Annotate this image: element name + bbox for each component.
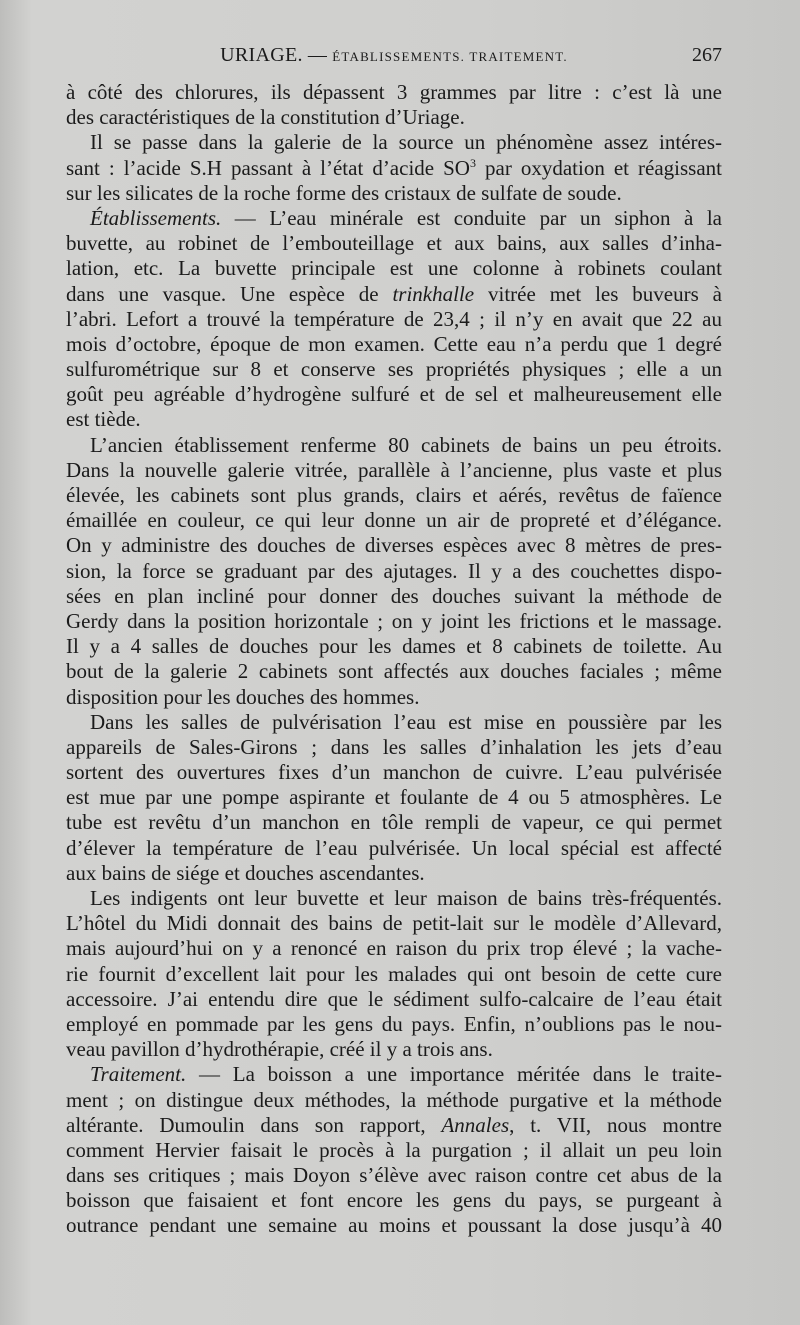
text-line bbox=[66, 407, 722, 432]
text-run: bout de la galerie 2 cabinets sont affectés aux douches faciales ; même bbox=[66, 659, 722, 684]
text-line bbox=[66, 307, 722, 332]
text-line bbox=[66, 710, 722, 735]
text-run: sortent des ouvertures fixes d’un manchon de cuivre. L’eau pulvérisée bbox=[66, 760, 722, 785]
text-line bbox=[66, 533, 722, 558]
text-run: à côté des chlorures, ils dépassent 3 grammes par litre : c’est là une bbox=[66, 80, 722, 104]
page-header bbox=[66, 44, 722, 74]
text-line bbox=[66, 1088, 722, 1113]
text-line bbox=[66, 609, 722, 634]
text-run: veau pavillon d’hydrothérapie, créé il y a trois ans. bbox=[66, 1037, 493, 1062]
text-line bbox=[66, 332, 722, 357]
text-line bbox=[66, 634, 722, 659]
text-run: L’ancien établissement renferme 80 cabinets de bains un peu étroits. bbox=[90, 432, 722, 457]
text-line bbox=[66, 458, 722, 483]
text-run: Il y a 4 salles de douches pour les dames et 8 cabinets de toilette. Au bbox=[66, 634, 722, 659]
text-line bbox=[66, 911, 722, 936]
text-line bbox=[66, 735, 722, 760]
text-run: accessoire. J’ai entendu dire que le sédiment sulfo-calcaire de l’eau était bbox=[66, 986, 722, 1011]
page-number: 267 bbox=[692, 44, 722, 66]
text-run: aux bains de siége et douches ascendantes. bbox=[66, 860, 425, 885]
text-line bbox=[66, 105, 722, 130]
text-line bbox=[66, 962, 722, 987]
text-run: comment Hervier faisait le procès à la purgation ; il allait un peu loin bbox=[66, 1137, 722, 1162]
text-run: outrance pendant une semaine au moins et poussant la dose jusqu’à 40 bbox=[66, 1213, 722, 1238]
text-run: Il se passe dans la galerie de la source un phénomène assez intéres- bbox=[90, 130, 722, 155]
text-run: par oxydation et réagissant bbox=[475, 155, 722, 180]
text-line bbox=[66, 1163, 722, 1188]
text-run: buvette, au robinet de l’embouteillage et aux bains, aux salles d’inha- bbox=[66, 231, 722, 256]
text-line bbox=[66, 1213, 722, 1238]
italic-text: Traitement. bbox=[90, 1062, 187, 1087]
text-run: appareils de Sales-Girons ; dans les salles d’inhalation les jets d’eau bbox=[66, 734, 722, 759]
text-line bbox=[66, 156, 722, 181]
text-run: vitrée met les buveurs à bbox=[474, 281, 722, 306]
text-line bbox=[66, 559, 722, 584]
text-line bbox=[66, 508, 722, 533]
italic-text: trinkhalle bbox=[392, 281, 475, 306]
text-run: On y administre des douches de diverses espèces avec 8 mètres de pres- bbox=[66, 533, 722, 558]
text-run: est tiède. bbox=[66, 407, 141, 432]
text-run: dans ses critiques ; mais Doyon s’élève avec raison contre cet abus de la bbox=[66, 1163, 722, 1188]
text-line bbox=[66, 382, 722, 407]
text-line bbox=[66, 810, 722, 835]
text-line bbox=[66, 1188, 722, 1213]
text-line bbox=[66, 886, 722, 911]
text-run: l’abri. Lefort a trouvé la température de 23,4 ; il n’y en avait que 22 au bbox=[66, 306, 722, 331]
text-run: Gerdy dans la position horizontale ; on y joint les frictions et le massage. bbox=[66, 608, 722, 633]
text-run: goût peu agréable d’hydrogène sulfuré et de sel et malheureusement elle bbox=[66, 382, 722, 407]
text-run: Dans les salles de pulvérisation l’eau est mise en poussière par les bbox=[90, 709, 722, 734]
text-run: rie fournit d’excellent lait pour les malades qui ont besoin de cette cure bbox=[66, 961, 722, 986]
text-line bbox=[66, 836, 722, 861]
text-run: ment ; on distingue deux méthodes, la méthode purgative et la méthode bbox=[66, 1087, 722, 1112]
text-run: mois d’octobre, époque de mon examen. Cette eau n’a perdu que 1 degré bbox=[66, 331, 722, 356]
text-run: boisson que faisaient et font encore les gens du pays, se purgeant à bbox=[66, 1188, 722, 1213]
text-run: altérante. Dumoulin dans son rapport, bbox=[66, 1112, 442, 1137]
text-run: des caractéristiques de la constitution d’Uriage. bbox=[66, 105, 465, 130]
text-line bbox=[66, 1012, 722, 1037]
italic-text: Annales bbox=[441, 1112, 510, 1137]
text-line bbox=[66, 130, 722, 155]
running-head-section: ÉTABLISSEMENTS. TRAITEMENT. bbox=[332, 49, 568, 64]
text-run: — La boisson a une importance méritée dans le traite- bbox=[186, 1062, 722, 1087]
text-run: émaillée en couleur, ce qui leur donne un air de propreté et d’élégance. bbox=[66, 508, 722, 533]
italic-text: Établissements. bbox=[90, 205, 222, 230]
text-line bbox=[66, 282, 722, 307]
text-run: sulfurométrique sur 8 et conserve ses propriétés physiques ; elle a un bbox=[66, 357, 722, 382]
text-run: , t. VII, nous montre bbox=[509, 1112, 722, 1137]
text-run: d’élever la température de l’eau pulvérisée. Un local spécial est affecté bbox=[66, 835, 722, 860]
text-line bbox=[66, 433, 722, 458]
text-run: sant : l’acide S.H passant à l’état d’acide SO bbox=[66, 155, 470, 180]
text-run: disposition pour les douches des hommes. bbox=[66, 684, 420, 709]
text-line bbox=[66, 785, 722, 810]
text-line bbox=[66, 685, 722, 710]
text-run: lation, etc. La buvette principale est une colonne à robinets coulant bbox=[66, 256, 722, 281]
text-line bbox=[66, 1062, 722, 1087]
text-line bbox=[66, 987, 722, 1012]
text-line bbox=[66, 659, 722, 684]
text-line bbox=[66, 206, 722, 231]
running-head-place: URIAGE. bbox=[220, 44, 303, 66]
text-run: dans une vasque. Une espèce de bbox=[66, 281, 393, 306]
text-line bbox=[66, 1138, 722, 1163]
text-line bbox=[66, 1113, 722, 1138]
text-run: Dans la nouvelle galerie vitrée, parallèle à l’ancienne, plus vaste et plus bbox=[66, 457, 722, 482]
text-line bbox=[66, 80, 722, 105]
body-text bbox=[66, 80, 722, 1239]
text-run: employé en pommade par les gens du pays. Enfin, n’oublions pas le nou- bbox=[66, 1011, 722, 1036]
text-run: tube est revêtu d’un manchon en tôle rempli de vapeur, ce qui permet bbox=[66, 810, 722, 835]
running-head bbox=[66, 44, 722, 67]
text-run: — L’eau minérale est conduite par un siphon à la bbox=[221, 205, 722, 230]
text-run: sur les silicates de la roche forme des cristaux de sulfate de soude. bbox=[66, 180, 622, 205]
text-line bbox=[66, 357, 722, 382]
text-line bbox=[66, 1037, 722, 1062]
text-line bbox=[66, 231, 722, 256]
text-run: est mue par une pompe aspirante et foulante de 4 ou 5 atmosphères. Le bbox=[66, 785, 722, 810]
text-run: élevée, les cabinets sont plus grands, clairs et aérés, revêtus de faïence bbox=[66, 483, 722, 507]
text-line bbox=[66, 256, 722, 281]
text-line bbox=[66, 760, 722, 785]
text-line bbox=[66, 861, 722, 886]
text-run: sées en plan incliné pour donner des douches suivant la méthode de bbox=[66, 583, 722, 608]
superscript: 3 bbox=[469, 155, 476, 170]
text-line bbox=[66, 483, 722, 508]
text-line bbox=[66, 936, 722, 961]
text-run: mais aujourd’hui on y a renoncé en raison du prix trop élevé ; la vache- bbox=[66, 936, 722, 961]
text-run: Les indigents ont leur buvette et leur maison de bains très-fréquentés. bbox=[90, 886, 722, 910]
text-line bbox=[66, 181, 722, 206]
text-line bbox=[66, 584, 722, 609]
text-run: sion, la force se graduant par des ajutages. Il y a des couchettes dispo- bbox=[66, 558, 722, 583]
text-run: L’hôtel du Midi donnait des bains de petit-lait sur le modèle d’Allevard, bbox=[66, 911, 722, 936]
running-head-dash: — bbox=[307, 45, 328, 66]
